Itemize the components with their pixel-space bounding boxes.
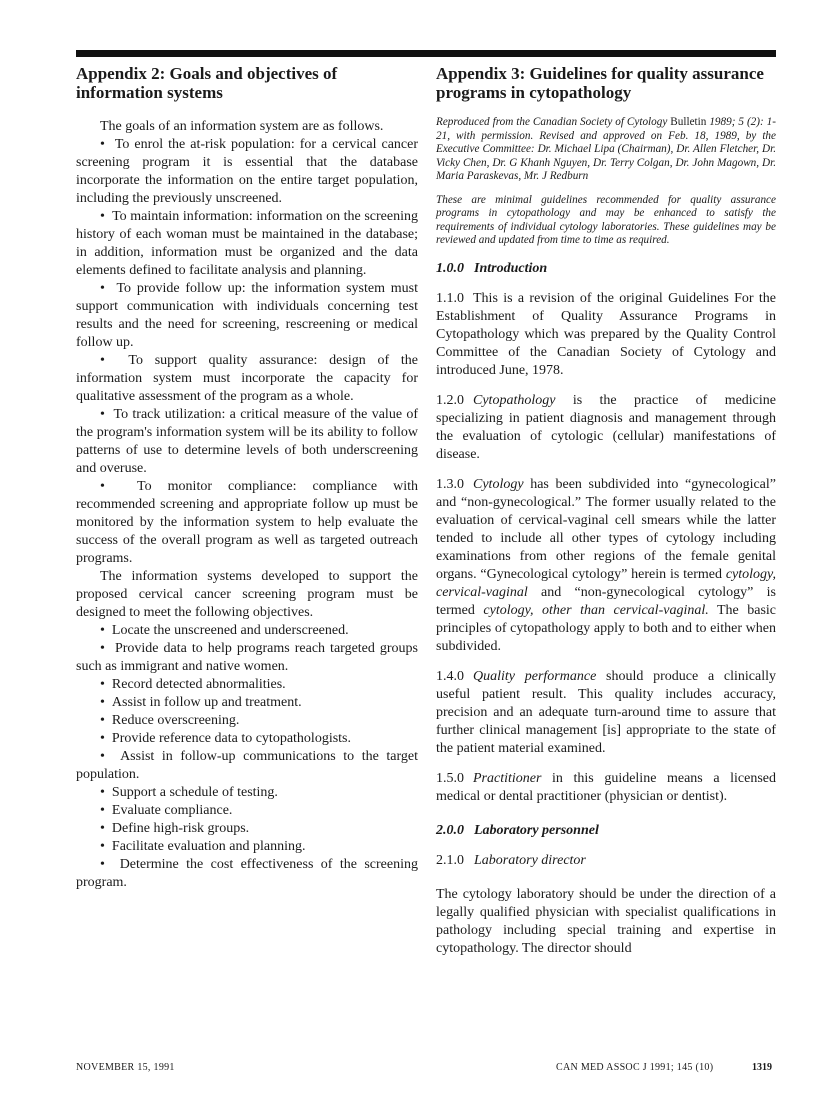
source-note-a: Reproduced from the Canadian Society of Cytology [436, 116, 668, 128]
subsection-title: Laboratory director [474, 852, 586, 868]
goal-item: • To support quality assurance: design of the information system must incorporate the capacity for qualitative assessment of the program as a whole. [76, 352, 418, 406]
subsection-number: 2.1.0 [436, 852, 464, 868]
goal-item: • To track utilization: a critical measure of the value of the program's information system will be its ability to follow patterns of use to determine levels of both underscreening and overuse. [76, 406, 418, 478]
objective-item: • Assist in follow up and treatment. [76, 694, 418, 712]
section-heading [436, 260, 776, 278]
goal-item: • To enrol the at-risk population: for a cervical cancer screening program it is essential that the database incorporate the information on the entire target population, including the previously unscreened. [76, 136, 418, 208]
paragraph-number: 1.2.0 [436, 392, 464, 408]
goal-item: • To monitor compliance: compliance with recommended screening and appropriate follow up must be monitored by the information system to help evaluate the success of the overall program as well as targeted outreach programs. [76, 478, 418, 568]
paragraph-term: Cytopathology [473, 392, 556, 408]
top-rule [76, 50, 776, 57]
section-number: 1.0.0 [436, 260, 464, 276]
paragraph-term: Cytology [473, 476, 524, 492]
objectives-intro: The information systems developed to support the proposed cervical cancer screening program must be designed to meet the following objectives. [76, 569, 418, 620]
paragraph-text: The basic principles of cytopathology apply to both and to either when subdivided. [436, 602, 777, 654]
objective-item: • Assist in follow-up communications to the target population. [76, 748, 418, 784]
paragraph-1-2-0 [436, 392, 776, 464]
objective-item: • Facilitate evaluation and planning. [76, 838, 418, 856]
paragraph-1-4-0 [436, 668, 776, 758]
appendix2-body [76, 118, 418, 892]
paragraph-term: Practitioner [473, 770, 542, 786]
paragraph-number: 1.5.0 [436, 770, 464, 786]
paragraph-text: This is a revision of the original Guidelines For the Establishment of Quality Assurance Programs in Cytopathology which was prepared by the Quality Control Committee of the Canadian Society of Cytology and introduced June, 1978. [436, 290, 776, 378]
appendix3-title: Appendix 3: Guidelines for quality assurance programs in cytopathology [436, 64, 764, 102]
paragraph-emphasis: cytology, other than cervical-vaginal. [483, 602, 709, 618]
objective-item: • Record detected abnormalities. [76, 676, 418, 694]
paragraph-text: is the practice of medicine specializing in patient diagnosis and management through the evaluation of cytologic (cellular) manifestations of disease. [436, 392, 776, 462]
objective-item: • Support a schedule of testing. [76, 784, 418, 802]
section-number: 2.0.0 [436, 822, 464, 838]
objective-item: • Provide data to help programs reach targeted groups such as immigrant and native women. [76, 640, 418, 676]
objective-item: • Reduce overscreening. [76, 712, 418, 730]
paragraph-text: should produce a clinically useful patient result. This quality includes accuracy, precision and an adequate turn-around time to assure that further clinical management [is] appropriate to the state of the patient material examined. [436, 668, 777, 756]
paragraph-text: in this guideline means a licensed medical or dental practitioner (physician or dentist). [436, 770, 777, 804]
footer-citation: CAN MED ASSOC J 1991; 145 (10) [556, 1062, 714, 1073]
paragraph-emphasis: cytology, cervical-vaginal [436, 566, 776, 600]
guidelines-note: These are minimal guidelines recommended for quality assurance programs in cytopathology and may be enhanced to satisfy the requirements of individual cytology laboratories. These guidelines may be reviewed and updated from time to time as required. [436, 193, 776, 246]
paragraph-1-5-0 [436, 770, 776, 806]
objective-item: • Evaluate compliance. [76, 802, 418, 820]
right-column [436, 64, 776, 958]
source-note-bulletin: Bulletin [670, 116, 707, 128]
paragraph-text: has been subdivided into “gynecological” and “non-gynecological.” The former usually related to the evaluation of cervical-vaginal cell smears while the latter tended to include all other types of cytology including examinations from other regions of the female genital organs. “Gynecological cytology” herein is termed [436, 476, 777, 582]
section-title: Introduction [474, 260, 548, 276]
section-title: Laboratory personnel [474, 822, 599, 838]
paragraph-number: 1.1.0 [436, 290, 464, 306]
paragraph-number: 1.3.0 [436, 476, 464, 492]
source-note [436, 116, 776, 184]
objective-item: • Determine the cost effectiveness of the screening program. [76, 856, 418, 892]
paragraph-text: and “non-gynecological cytology” is termed [436, 584, 776, 618]
subsection-heading [436, 852, 776, 870]
page-number: 1319 [752, 1062, 772, 1073]
appendix2-title: Appendix 2: Goals and objectives of information systems [76, 64, 338, 102]
paragraph-number: 1.4.0 [436, 668, 464, 684]
objective-item: • Provide reference data to cytopathologists. [76, 730, 418, 748]
paragraph-term: Quality performance [473, 668, 597, 684]
goal-item: • To maintain information: information on the screening history of each woman must be maintained in the database; in addition, information must be organized and the data elements defined to facilitate analysis and planning. [76, 208, 418, 280]
left-column [76, 64, 418, 892]
paragraph-2-1-0-text: The cytology laboratory should be under the direction of a legally qualified physician with specialist qualifications in pathology including special training and expertise in cytopathology. The director should [436, 886, 776, 956]
objective-item: • Define high-risk groups. [76, 820, 418, 838]
appendix2-intro: The goals of an information system are as follows. [100, 119, 384, 134]
objective-item: • Locate the unscreened and underscreened. [76, 622, 418, 640]
section-heading [436, 822, 776, 840]
goal-item: • To provide follow up: the information system must support communication with individuals concerning test results and the need for screening, rescreening or medical follow up. [76, 280, 418, 352]
paragraph-1-3-0 [436, 476, 776, 656]
footer-date: NOVEMBER 15, 1991 [76, 1062, 175, 1073]
paragraph-1-1-0 [436, 290, 776, 380]
source-note-c: 1989; 5 (2): 1-21, with permission. Revised and approved on Feb. 18, 1989, by the Executive Committee: Dr. Michael Lipa (Chairman), Dr. Allen Fletcher, Dr. Vicky Chen, Dr. G Khanh Nguyen, Dr. Terry Colgan, Dr. John Magown, Dr. Maria Paraskevas, Mr. J Redburn [436, 116, 776, 182]
